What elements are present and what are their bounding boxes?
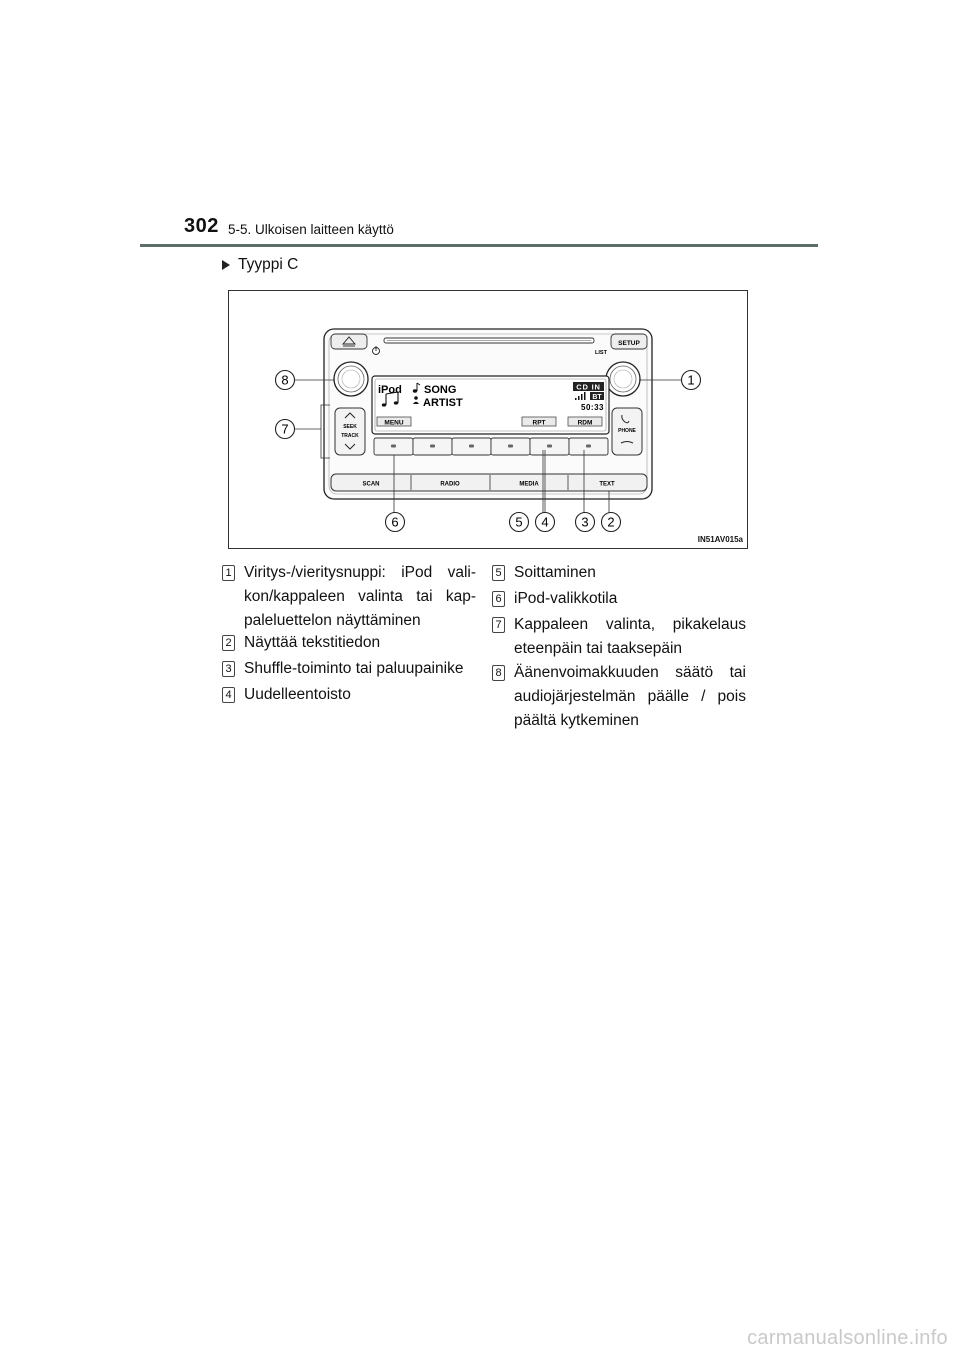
legend-text-2: Näyttää tekstitiedon bbox=[244, 634, 381, 651]
audio-unit-figure bbox=[228, 290, 748, 549]
type-heading bbox=[222, 256, 298, 274]
section-title: 5-5. Ulkoisen laitteen käyttö bbox=[228, 222, 394, 237]
softkey-rpt: RPT bbox=[532, 419, 546, 427]
volume-knob bbox=[334, 362, 368, 396]
display-song: SONG bbox=[424, 384, 457, 396]
callout-2-label: 2 bbox=[607, 514, 615, 530]
callout-8-label: 8 bbox=[281, 372, 289, 388]
legend-item-1 bbox=[222, 561, 476, 633]
legend-number-2: 2 bbox=[222, 635, 235, 651]
setup-label: SETUP bbox=[618, 340, 640, 347]
legend-number-1: 1 bbox=[222, 565, 235, 581]
preset-buttons bbox=[374, 438, 608, 455]
callout-1-label: 1 bbox=[687, 372, 695, 388]
list-label: LIST bbox=[595, 350, 607, 356]
cdin-indicator: CD IN bbox=[576, 382, 601, 392]
callout-6 bbox=[386, 513, 405, 532]
radio-label: RADIO bbox=[440, 481, 460, 488]
callout-7 bbox=[276, 420, 295, 439]
callout-6-label: 6 bbox=[391, 514, 399, 530]
track-label: TRACK bbox=[341, 433, 359, 439]
callout-8 bbox=[276, 371, 295, 390]
softkey-rdm: RDM bbox=[577, 419, 593, 427]
legend-number-8: 8 bbox=[492, 665, 505, 681]
bt-indicator: BT bbox=[592, 394, 602, 401]
legend-number-5: 5 bbox=[492, 565, 505, 581]
triangle-bullet-icon bbox=[222, 260, 230, 270]
page-number: 302 bbox=[184, 215, 219, 237]
lower-button-bar bbox=[331, 474, 647, 491]
legend-text-4: Uudelleentoisto bbox=[244, 686, 351, 703]
text-label: TEXT bbox=[599, 481, 615, 488]
legend-number-4: 4 bbox=[222, 687, 235, 703]
legend-item-8 bbox=[492, 661, 746, 733]
header-rule bbox=[140, 244, 818, 247]
legend-item-7 bbox=[492, 613, 746, 661]
scan-label: SCAN bbox=[362, 481, 380, 488]
display-artist: ARTIST bbox=[423, 397, 463, 409]
callout-4-label: 4 bbox=[541, 514, 549, 530]
phone-button bbox=[612, 408, 642, 455]
eject-button bbox=[331, 334, 367, 349]
legend-item-2 bbox=[222, 631, 476, 655]
seek-label: SEEK bbox=[343, 424, 357, 430]
media-label: MEDIA bbox=[519, 481, 539, 488]
legend-text-5: Soittaminen bbox=[514, 564, 596, 581]
legend-text-7: Kappaleen valinta, pikakelaus eteenpäin tai taaksepäin bbox=[514, 616, 746, 657]
callout-5-label: 5 bbox=[515, 514, 523, 530]
callout-1 bbox=[682, 371, 701, 390]
callout-3-label: 3 bbox=[581, 514, 589, 530]
figure-code: IN51AV015a bbox=[697, 535, 743, 544]
audio-unit-illustration bbox=[229, 291, 747, 548]
callout-2 bbox=[602, 513, 621, 532]
legend-item-5 bbox=[492, 561, 746, 585]
display-time: 50:33 bbox=[581, 403, 604, 412]
display-source: iPod bbox=[378, 384, 402, 396]
tune-scroll-knob bbox=[606, 362, 640, 396]
callout-5 bbox=[510, 513, 529, 532]
legend-text-6: iPod-valikkotila bbox=[514, 590, 618, 607]
callout-4 bbox=[536, 513, 555, 532]
display-screen bbox=[372, 376, 609, 434]
seek-track-button bbox=[335, 408, 365, 455]
type-heading-label: Tyyppi C bbox=[238, 256, 299, 273]
phone-label: PHONE bbox=[618, 428, 636, 434]
watermark: carmanualsonline.info bbox=[747, 1327, 948, 1349]
legend-text-8: Äänenvoimakkuuden säätö tai audiojärjestelmän päälle / pois päältä kytkeminen bbox=[514, 664, 746, 729]
legend-text-3: Shuffle-toiminto tai paluupainike bbox=[244, 660, 464, 677]
setup-button bbox=[611, 334, 647, 349]
callout-3 bbox=[576, 513, 595, 532]
legend-number-7: 7 bbox=[492, 617, 505, 633]
legend-number-6: 6 bbox=[492, 591, 505, 607]
callout-7-label: 7 bbox=[281, 421, 289, 437]
legend-number-3: 3 bbox=[222, 661, 235, 677]
legend-item-6 bbox=[492, 587, 746, 611]
softkey-menu: MENU bbox=[384, 419, 404, 427]
legend-item-3 bbox=[222, 657, 482, 681]
legend-item-4 bbox=[222, 683, 476, 707]
legend-text-1: Viritys-/vieritysnuppi: iPod vali-kon/kappaleen valinta tai kap-paleluettelon näyttäminen bbox=[244, 564, 476, 629]
